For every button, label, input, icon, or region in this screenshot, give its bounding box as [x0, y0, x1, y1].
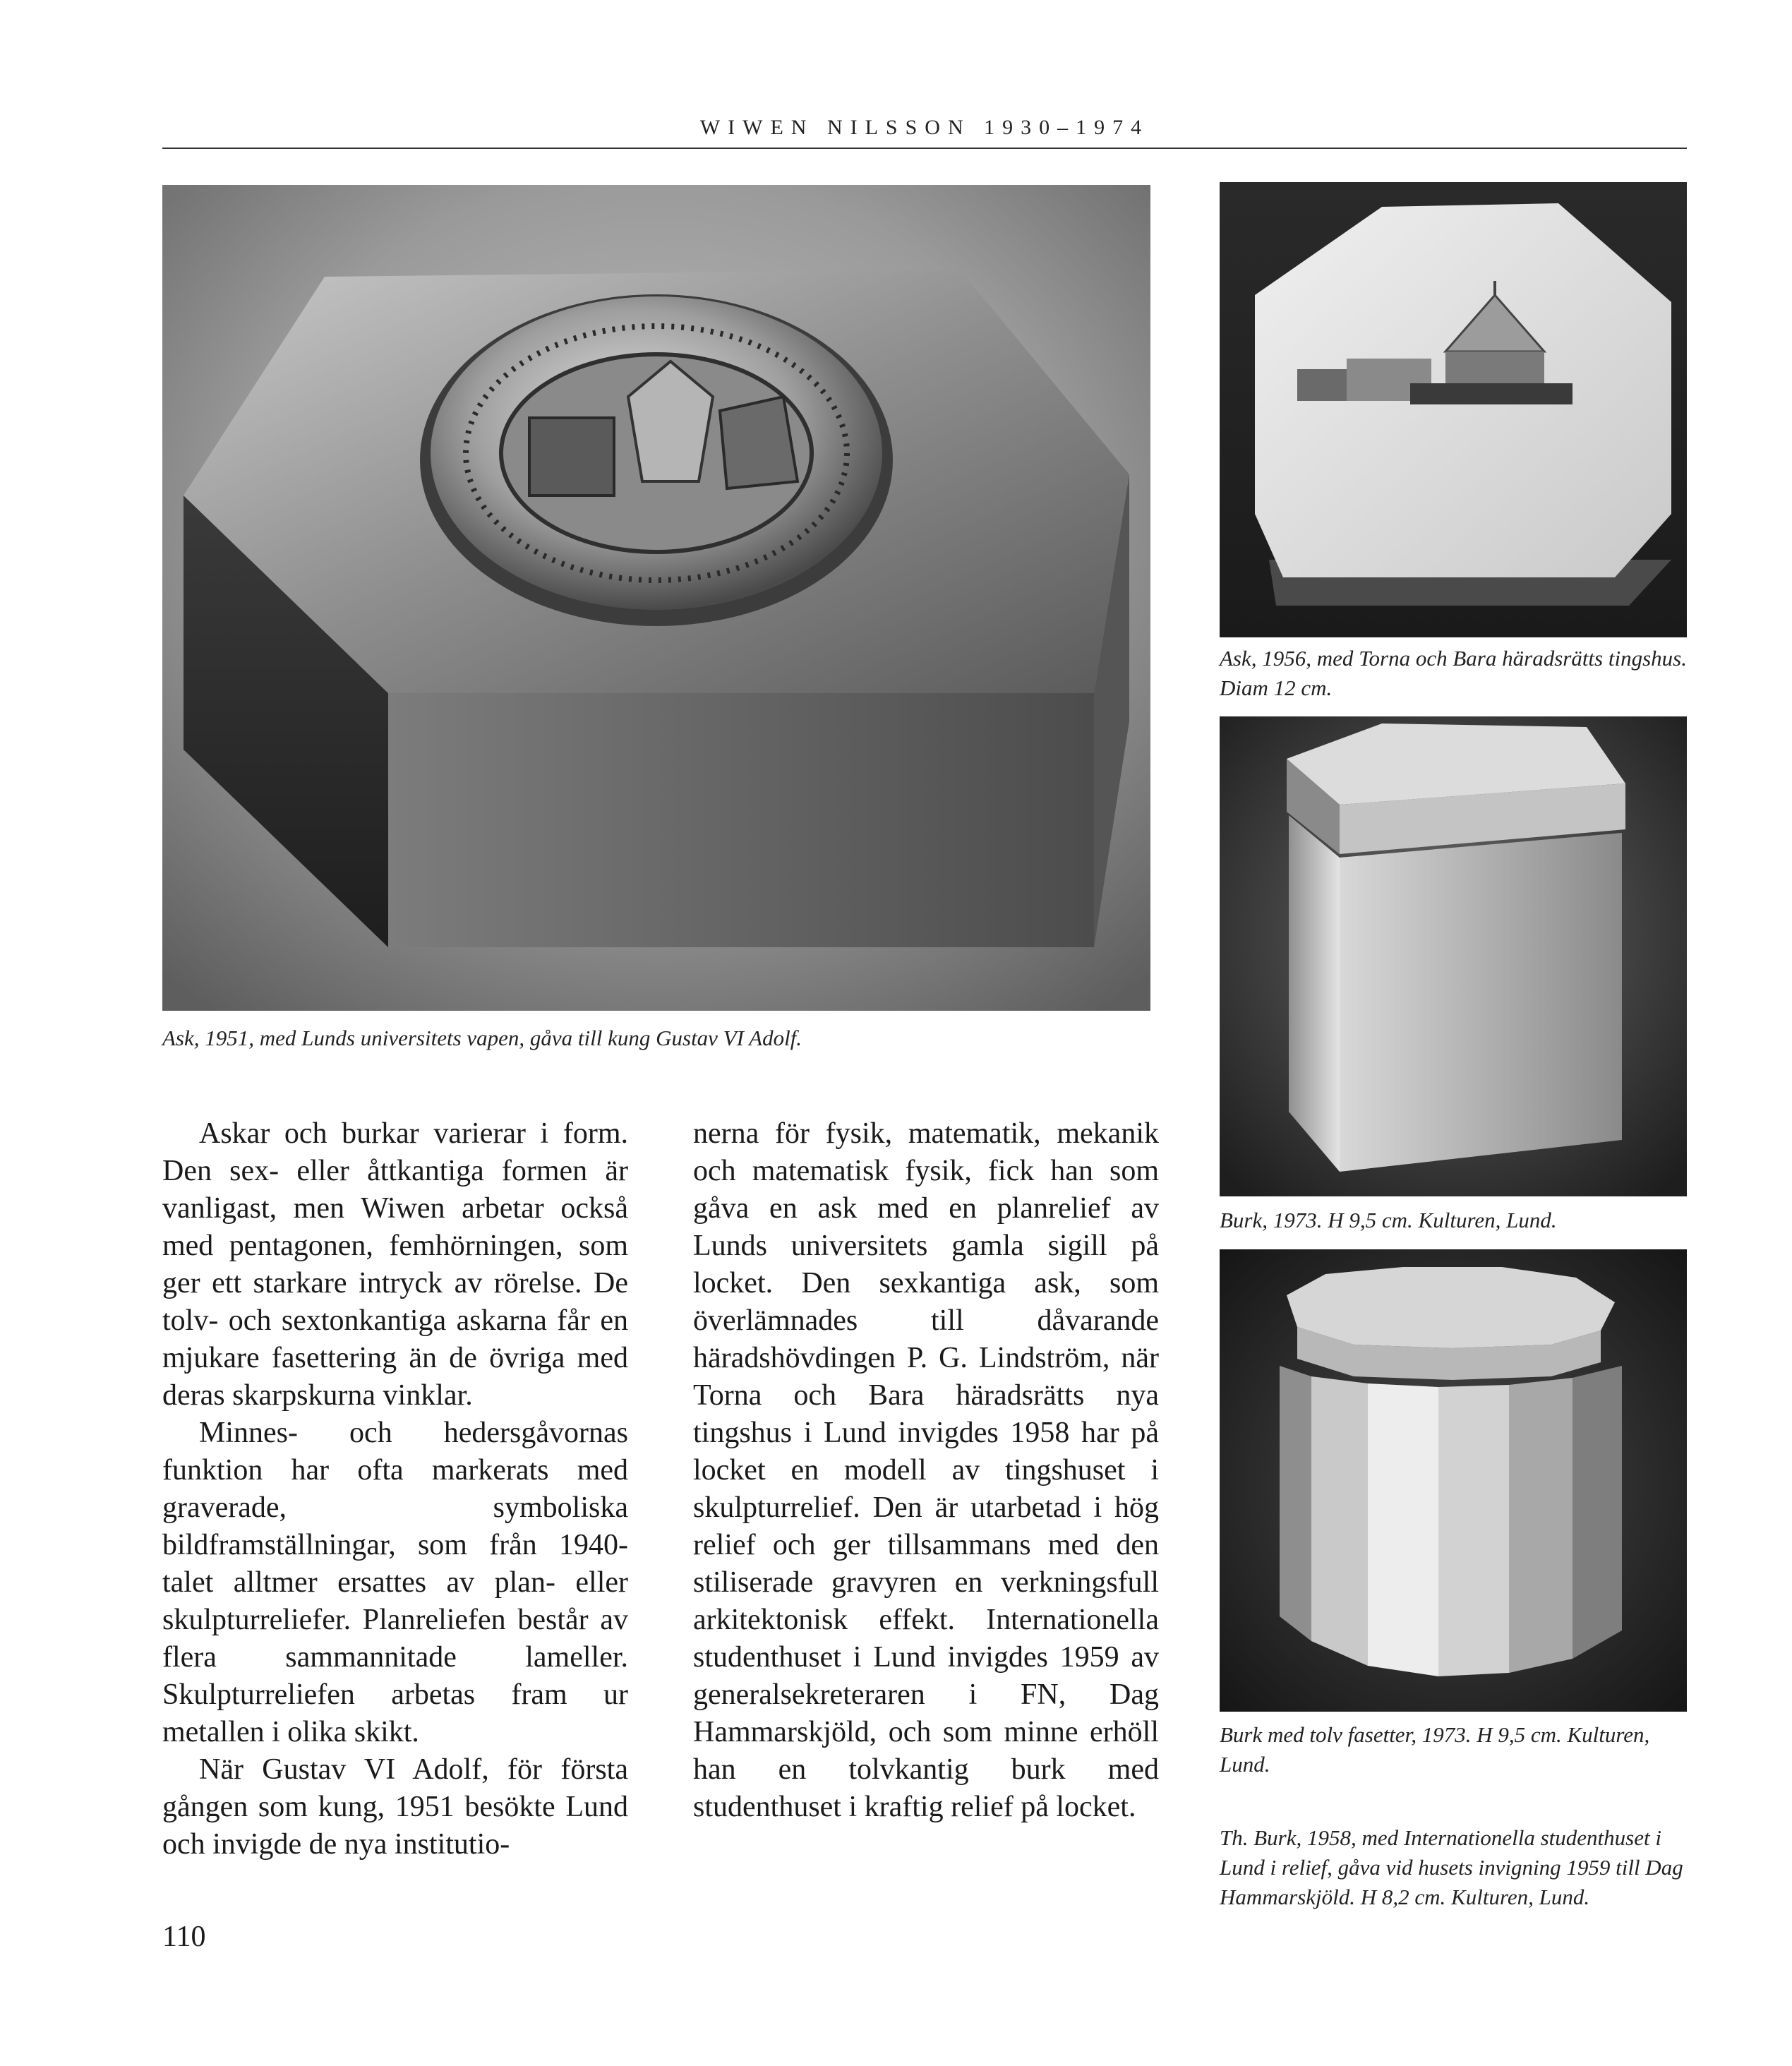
paragraph: nerna för fysik, matematik, mekanik och matematisk fysik, fick han som gåva en ask med en planrelief av Lunds universitets gamla sigill på locket. Den sexkantiga ask, som överlämnades till dåvarande häradshövdingen P. G. Lindström, när Torna och Bara häradsrätts nya tingshus i Lund invigdes 1958 har på locket en modell av tingshuset i skulpturrelief. Den är utarbetad i hög relief och ger tillsammans med den stiliserade gravyren en verkningsfull arkitektonisk effekt. Internationella studenthuset i Lund invigdes 1959 av generalsekreteraren i FN, Dag Hammarskjöld, och som minne erhöll han en tolvkantig burk med studenthuset i kraftig relief på locket. — [693, 1117, 1159, 1823]
body-column-2 — [693, 1115, 1159, 1826]
hexagonal-box-photo — [162, 185, 1150, 1011]
pentagon-jar-photo — [1220, 716, 1687, 1196]
paragraph: Askar och burkar varierar i form. Den sex- eller åttkantiga formen är vanligast, men Wiwen arbetar också med pentagonen, femhörningen, som ger ett starkare intryck av rörelse. De tolv- och sextonkantiga askarna får en mjukare fasettering än de övriga med deras skarpskurna vinklar. — [162, 1117, 628, 1412]
figure-caption-right-note: Th. Burk, 1958, med Internationella studenthuset i Lund i relief, gåva vid husets invigning 1959 till Dag Hammarskjöld. H 8,2 cm. Kulturen, Lund. — [1220, 1825, 1683, 1909]
page-number: 110 — [162, 1921, 206, 1953]
faceted-jar-photo — [1220, 1249, 1687, 1712]
octagonal-box-photo — [1220, 182, 1687, 637]
body-column-1 — [162, 1115, 628, 1863]
header-rule — [162, 148, 1687, 149]
figure-caption-faceted-jar: Burk med tolv fasetter, 1973. H 9,5 cm. Kulturen, Lund. — [1220, 1722, 1650, 1777]
figure-caption-main: Ask, 1951, med Lunds universitets vapen, gåva till kung Gustav VI Adolf. — [162, 1026, 802, 1050]
paragraph: Minnes- och hedersgåvornas funktion har ofta markerats med graverade, symboliska bildframställningar, som från 1940-talet alltmer ersattes av plan- eller skulpturreliefer. Planreliefen består av flera sammannitade lameller. Skulpturreliefen arbetas fram ur metallen i olika skikt. — [162, 1417, 628, 1748]
figure-caption-pentagon-jar: Burk, 1973. H 9,5 cm. Kulturen, Lund. — [1220, 1208, 1557, 1232]
paragraph: När Gustav VI Adolf, för första gången som kung, 1951 besökte Lund och invigde de nya institutio- — [162, 1753, 628, 1861]
figure-caption-octagon-box: Ask, 1956, med Torna och Bara häradsrätts tingshus. Diam 12 cm. — [1220, 646, 1687, 700]
running-header: WIWEN NILSSON 1930–1974 — [699, 116, 1150, 139]
